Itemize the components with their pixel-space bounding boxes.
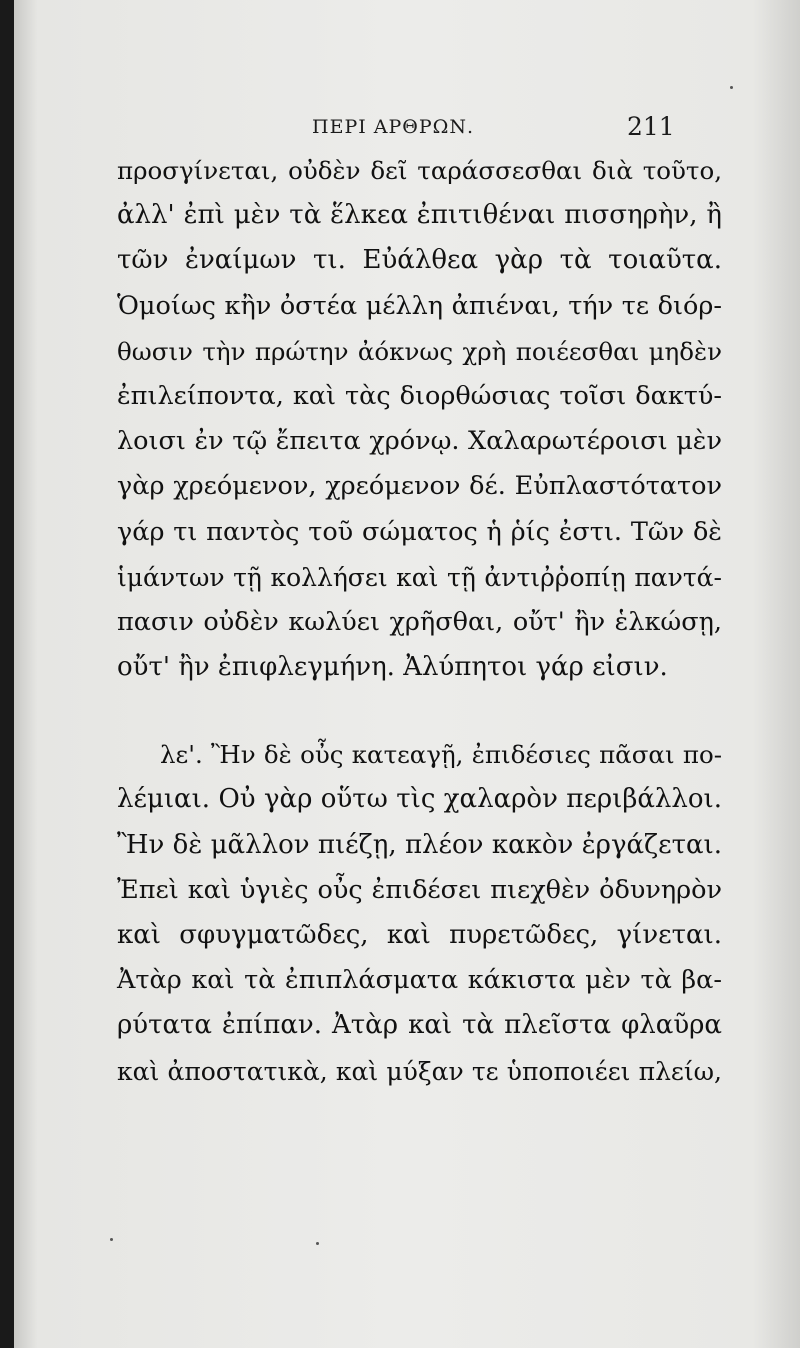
text-line: πασιν οὐδὲν κωλύει χρῆσθαι, οὔτ' ἢν ἑλκώσῃ, [117,606,722,637]
paragraph-2 [117,732,722,1094]
book-page [14,0,800,1348]
page-number: 211 [627,112,675,141]
text-line: Ἢν δὲ μᾶλλον πιέζῃ, πλέον κακὸν ἐργάζεται. [117,829,722,860]
text-line: γάρ τι παντὸς τοῦ σώματος ἡ ῥίς ἐστι. Τῶν δὲ [117,516,722,547]
paper-speck [730,86,733,89]
text-line: ἐπιλείποντα, καὶ τὰς διορθώσιας τοῖσι δακτύ- [117,380,722,411]
text-line: λε'. Ἢν δὲ οὖς κατεαγῇ, ἐπιδέσιες πᾶσαι πο- [160,740,722,770]
text-line: Ἀτὰρ καὶ τὰ ἐπιπλάσματα κάκιστα μὲν τὰ βα- [117,965,722,996]
text-line: λοισι ἐν τῷ ἔπειτα χρόνῳ. Χαλαρωτέροισι μὲν [117,426,722,457]
text-line: καὶ ἀποστατικὰ, καὶ μύξαν τε ὑποποιέει πλείω, [117,1056,722,1086]
running-title: ΠΕΡΙ ΑΡΘΡΩΝ. [312,116,475,138]
text-line: γὰρ χρεόμενον, χρεόμενον δέ. Εὐπλαστότατον [117,471,722,502]
text-line: οὔτ' ἢν ἐπιφλεγμήνη. Ἀλύπητοι γάρ εἰσιν. [117,652,668,683]
paragraph-1 [117,148,722,690]
paper-speck [316,1242,319,1245]
text-line: Ὁμοίως κἢν ὀστέα μέλλη ἀπιέναι, τήν τε διόρ- [117,290,722,321]
body-text [117,148,722,1094]
text-line: θωσιν τὴν πρώτην ἀόκνως χρὴ ποιέεσθαι μηδὲν [117,336,722,366]
paper-speck [110,1238,113,1241]
text-line: προσγίνεται, οὐδὲν δεῖ ταράσσεσθαι διὰ τοῦτο, [117,156,722,185]
text-line: τῶν ἐναίμων τι. Εὐάλθεα γὰρ τὰ τοιαῦτα. [117,245,722,276]
text-line: ἀλλ' ἐπὶ μὲν τὰ ἕλκεα ἐπιτιθέναι πισσηρὴν, ἢ [117,200,722,231]
text-line: καὶ σφυγματῶδες, καὶ πυρετῶδες, γίνεται. [117,920,722,950]
section-gap [117,690,722,732]
text-line: ρύτατα ἐπίπαν. Ἀτὰρ καὶ τὰ πλεῖστα φλαῦρα [117,1010,722,1041]
text-line: Ἐπεὶ καὶ ὑγιὲς οὖς ἐπιδέσει πιεχθὲν ὀδυνηρὸν [117,874,722,905]
text-line: λέμιαι. Οὐ γὰρ οὕτω τὶς χαλαρὸν περιβάλλοι. [117,784,722,815]
page-header [14,108,800,148]
text-line: ἱμάντων τῇ κολλήσει καὶ τῇ ἀντιῤῥοπίῃ παντά- [117,562,722,592]
